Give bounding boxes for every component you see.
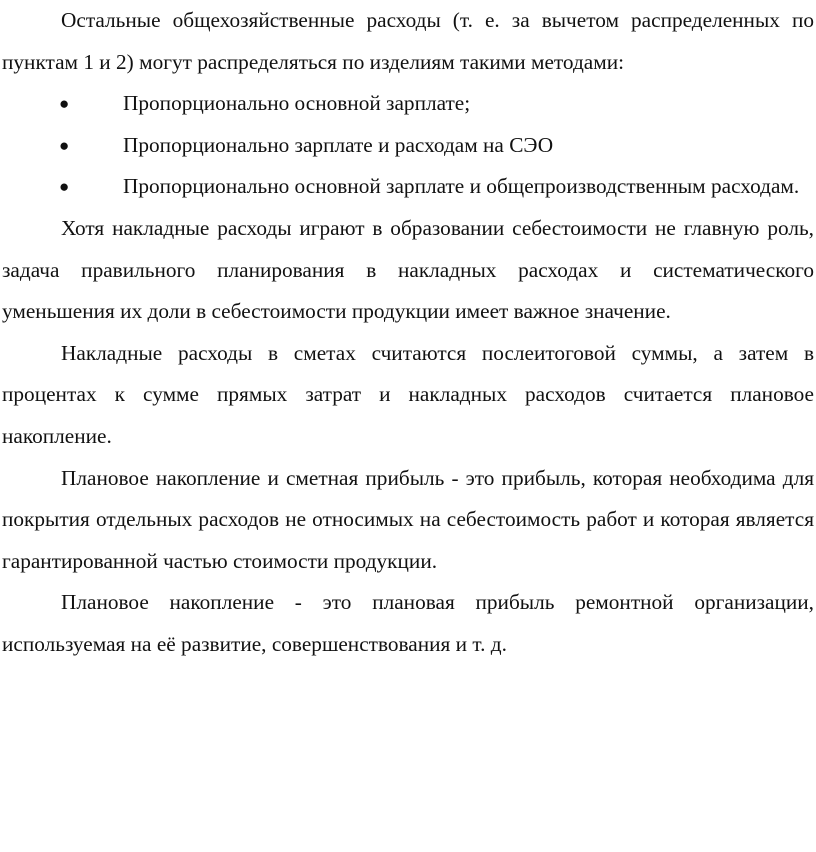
list-item-3 <box>2 166 814 208</box>
list-item-2 <box>2 125 814 167</box>
list-item-text: Пропорционально основной зарплате и общепроизводственным расходам. <box>123 174 800 199</box>
list-item-1 <box>2 83 814 125</box>
paragraph-planned-profit: Плановое накопление - это плановая прибыль ремонтной организации, используемая на её развитие, совершенствования и т. д. <box>2 590 814 656</box>
bullet-icon: ● <box>59 94 70 114</box>
bullet-icon: ● <box>59 177 70 197</box>
list-item-text: Пропорционально основной зарплате; <box>123 91 471 116</box>
paragraph-overhead-estimates: Накладные расходы в сметах считаются послеитоговой суммы, а затем в процентах к сумме прямых затрат и накладных расходов считается плановое накопление. <box>2 340 814 448</box>
document-page <box>2 0 814 666</box>
paragraph-planned-accumulation: Плановое накопление и сметная прибыль - это прибыль, которая необходима для покрытия отдельных расходов не относимых на себестоимость работ и которая является гарантированной частью стоимости продукции. <box>2 465 814 573</box>
bullet-icon: ● <box>59 135 70 155</box>
paragraph-overhead-role: Хотя накладные расходы играют в образовании себестоимости не главную роль, задача правильного планирования в накладных расходах и систематического уменьшения их доли в себестоимости продукции имеет важное значение. <box>2 215 814 324</box>
list-item-text: Пропорционально зарплате и расходам на СЭО <box>123 132 554 157</box>
paragraph-intro: Остальные общехозяйственные расходы (т. е. за вычетом распределенных по пунктам 1 и 2) могут распределяться по изделиям такими методами: <box>2 8 814 74</box>
